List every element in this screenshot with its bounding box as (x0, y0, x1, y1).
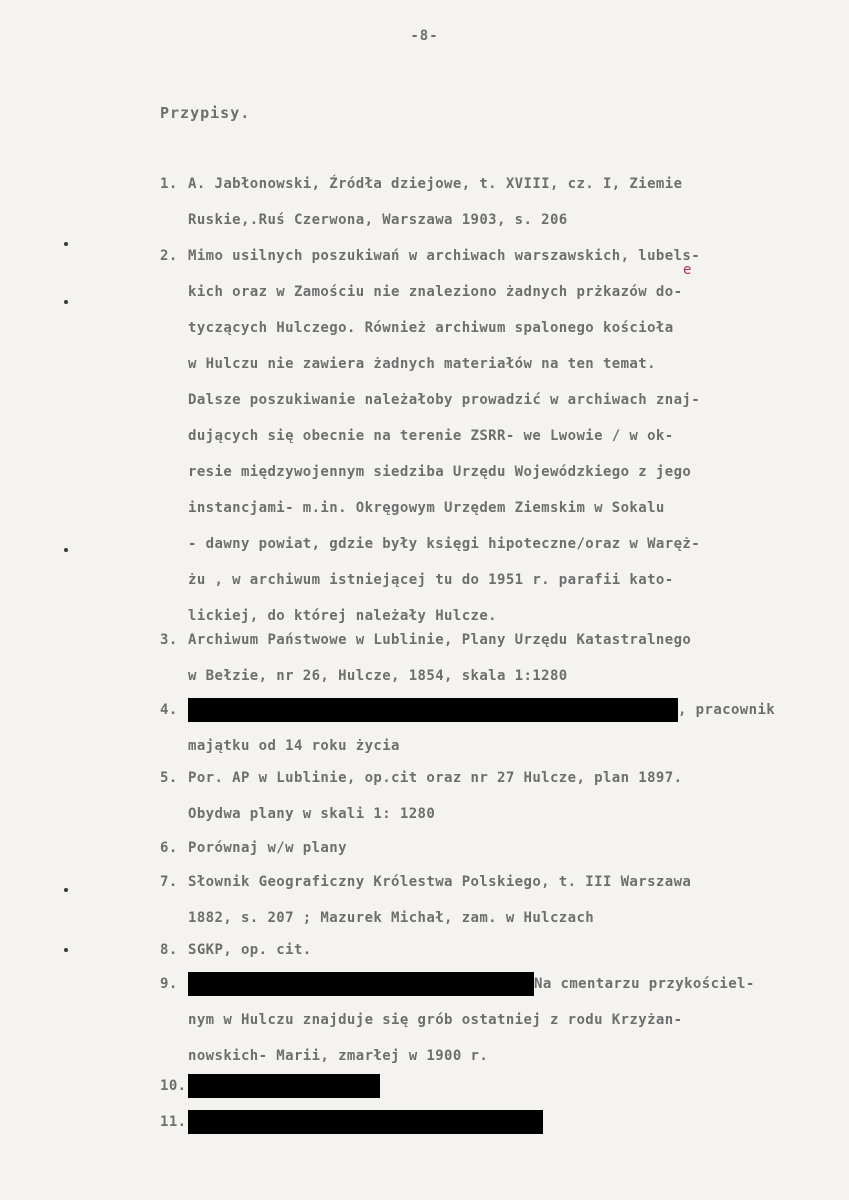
footnote-number: 4. (160, 702, 178, 718)
footnote-line: Obydwa plany w skali 1: 1280 (188, 806, 436, 822)
footnote-line: Na cmentarzu przykościel- (534, 976, 755, 992)
footnote-number: 7. (160, 874, 178, 890)
footnote-line: w Hulczu nie zawiera żadnych materiałów na ten temat. (188, 356, 656, 372)
footnote-2 (160, 238, 800, 634)
redaction-bar (188, 1074, 380, 1098)
redaction-bar (188, 972, 534, 996)
redaction-bar (188, 698, 678, 722)
footnote-line: - dawny powiat, gdzie były księgi hipoteczne/oraz w Waręż- (188, 536, 701, 552)
footnote-number: 5. (160, 770, 178, 786)
footnote-line: 1882, s. 207 ; Mazurek Michał, zam. w Hulczach (188, 910, 595, 926)
footnote-line: Mimo usilnych poszukiwań w archiwach warszawskich, lubels- (188, 248, 701, 264)
margin-mark (64, 300, 68, 304)
margin-mark (64, 242, 68, 246)
footnote-line: Ruskie,.Ruś Czerwona, Warszawa 1903, s. 206 (188, 212, 568, 228)
redaction-bar (188, 1110, 543, 1134)
footnote-number: 8. (160, 942, 178, 958)
footnote-number: 10. (160, 1078, 187, 1094)
footnote-10 (160, 1068, 800, 1104)
footnote-line: , pracownik (678, 702, 776, 718)
margin-mark (64, 888, 68, 892)
footnote-6 (160, 830, 800, 866)
page-title: Przypisy. (160, 104, 251, 122)
footnote-number: 9. (160, 976, 178, 992)
footnote-number: 3. (160, 632, 178, 648)
margin-mark (64, 948, 68, 952)
footnote-line: Dalsze poszukiwanie należałoby prowadzić w archiwach znaj- (188, 392, 701, 408)
footnote-number: 11. (160, 1114, 187, 1130)
footnote-line: A. Jabłonowski, Źródła dziejowe, t. XVIII, cz. I, Ziemie (188, 176, 683, 192)
footnote-5 (160, 760, 800, 832)
footnote-line: lickiej, do której należały Hulcze. (188, 608, 498, 624)
footnote-line: instancjami- m.in. Okręgowym Urzędem Ziemskim w Sokalu (188, 500, 665, 516)
footnote-line: żu , w archiwum istniejącej tu do 1951 r. parafii kato- (188, 572, 674, 588)
footnote-line: nym w Hulczu znajduje się grób ostatniej z rodu Krzyżan- (188, 1012, 683, 1028)
margin-mark (64, 548, 68, 552)
footnote-3 (160, 622, 800, 694)
footnote-line: w Bełzie, nr 26, Hulcze, 1854, skala 1:1280 (188, 668, 568, 684)
page-number: -8- (410, 28, 439, 44)
footnote-line: Słownik Geograficzny Królestwa Polskiego, t. III Warszawa (188, 874, 692, 890)
footnote-line: resie międzywojennym siedziba Urzędu Wojewódzkiego z jego (188, 464, 692, 480)
footnote-line: majątku od 14 roku życia (188, 738, 400, 754)
footnote-line: tyczących Hulczego. Również archiwum spalonego kościoła (188, 320, 674, 336)
footnote-number: 1. (160, 176, 178, 192)
footnote-1 (160, 166, 800, 238)
footnote-number: 6. (160, 840, 178, 856)
footnote-9 (160, 966, 800, 1074)
footnote-line: nowskich- Marii, zmarłej w 1900 r. (188, 1048, 489, 1064)
footnote-line: Por. AP w Lublinie, op.cit oraz nr 27 Hulcze, plan 1897. (188, 770, 683, 786)
footnote-number: 2. (160, 248, 178, 264)
footnote-line: dujących się obecnie na terenie ZSRR- we Lwowie / w ok- (188, 428, 674, 444)
footnote-11 (160, 1104, 800, 1140)
footnote-line: SGKP, op. cit. (188, 942, 312, 958)
footnote-line: kich oraz w Zamościu nie znaleziono żadnych prżkazów do- (188, 284, 683, 300)
footnote-line: Archiwum Państwowe w Lublinie, Plany Urzędu Katastralnego (188, 632, 692, 648)
footnote-4 (160, 692, 800, 764)
footnote-8 (160, 932, 800, 968)
footnote-line: Porównaj w/w plany (188, 840, 347, 856)
handwritten-correction: e (683, 262, 692, 278)
footnote-7 (160, 864, 800, 936)
